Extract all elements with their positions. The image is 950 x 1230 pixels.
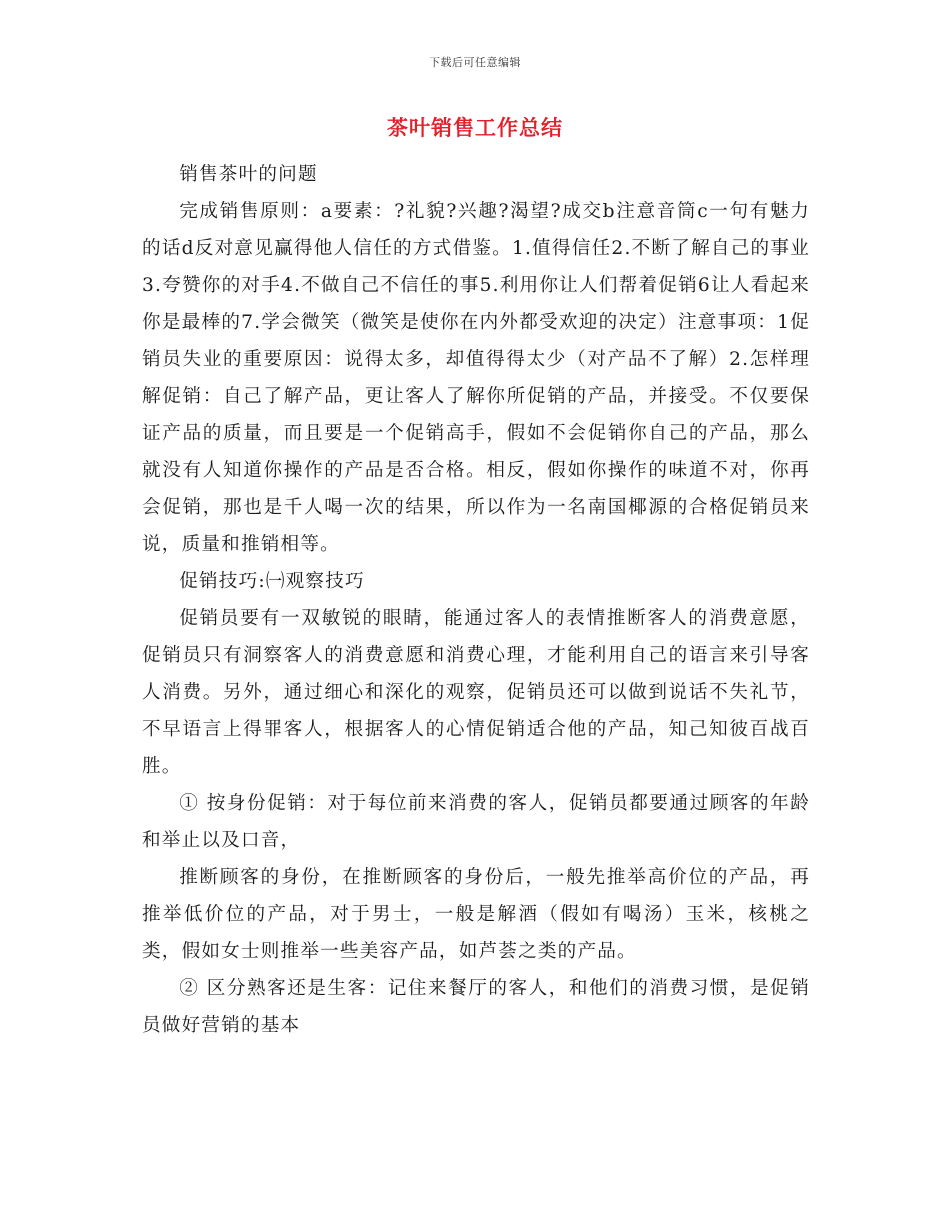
header-note: 下载后可任意编辑 [429, 56, 521, 69]
paragraph-identity-recommendation: 推断顾客的身份，在推断顾客的身份后，一般先推举高价位的产品，再推举低价位的产品，对于男士，一般是解酒（假如有喝汤）玉米，核桃之类，假如女士则推举一些美容产品，如芦荟之类的产品。 [142, 867, 810, 962]
paragraph-by-identity: ① 按身份促销：对于每位前来消费的客人，促销员都要通过顾客的年龄和举止以及口音， [142, 793, 810, 851]
paragraph-observation: 促销员要有一双敏锐的眼睛，能通过客人的表情推断客人的消费意愿，促销员只有洞察客人的消费意愿和消费心理，才能利用自己的语言来引导客人消费。另外，通过细心和深化的观察，促销员还可以做到说话不失礼节，不早语言上得罪客人，根据客人的心情促销适合他的产品，知己知彼百战百胜。 [142, 608, 810, 777]
paragraph-promotion-skills-heading: 促销技巧:㈠观察技巧 [179, 571, 365, 592]
document-title: 茶叶销售工作总结 [387, 115, 563, 140]
paragraph-sales-principles: 完成销售原则：a要素：?礼貌?兴趣?渴望?成交b注意音筒c一句有魅力的话d反对意见赢得他人信任的方式借鉴。1.值得信任2.不断了解自己的事业3.夸赞你的对手4.不做自己不信任的事5.利用你让人们帮着促销6让人看起来你是最棒的7.学会微笑（微笑是使你在内外都受欢迎的决定）注意事项：1促销员失业的重要原因：说得太多，却值得得太少（对产品不了解）2.怎样理解促销：自己了解产品，更让客人了解你所促销的产品，并接受。不仅要保证产品的质量，而且要是一个促销高手，假如不会促销你自己的产品，那么就没有人知道你操作的产品是否合格。相反，假如你操作的味道不对，你再会促销，那也是千人喝一次的结果，所以作为一名南国椰源的合格促销员来说，质量和推销相等。 [142, 201, 810, 555]
document-body [142, 156, 810, 1044]
paragraph-regular-vs-new-customer: ② 区分熟客还是生客：记住来餐厅的客人，和他们的消费习惯，是促销员做好营销的基本 [142, 978, 810, 1036]
paragraph-section-heading: 销售茶叶的问题 [179, 164, 318, 185]
